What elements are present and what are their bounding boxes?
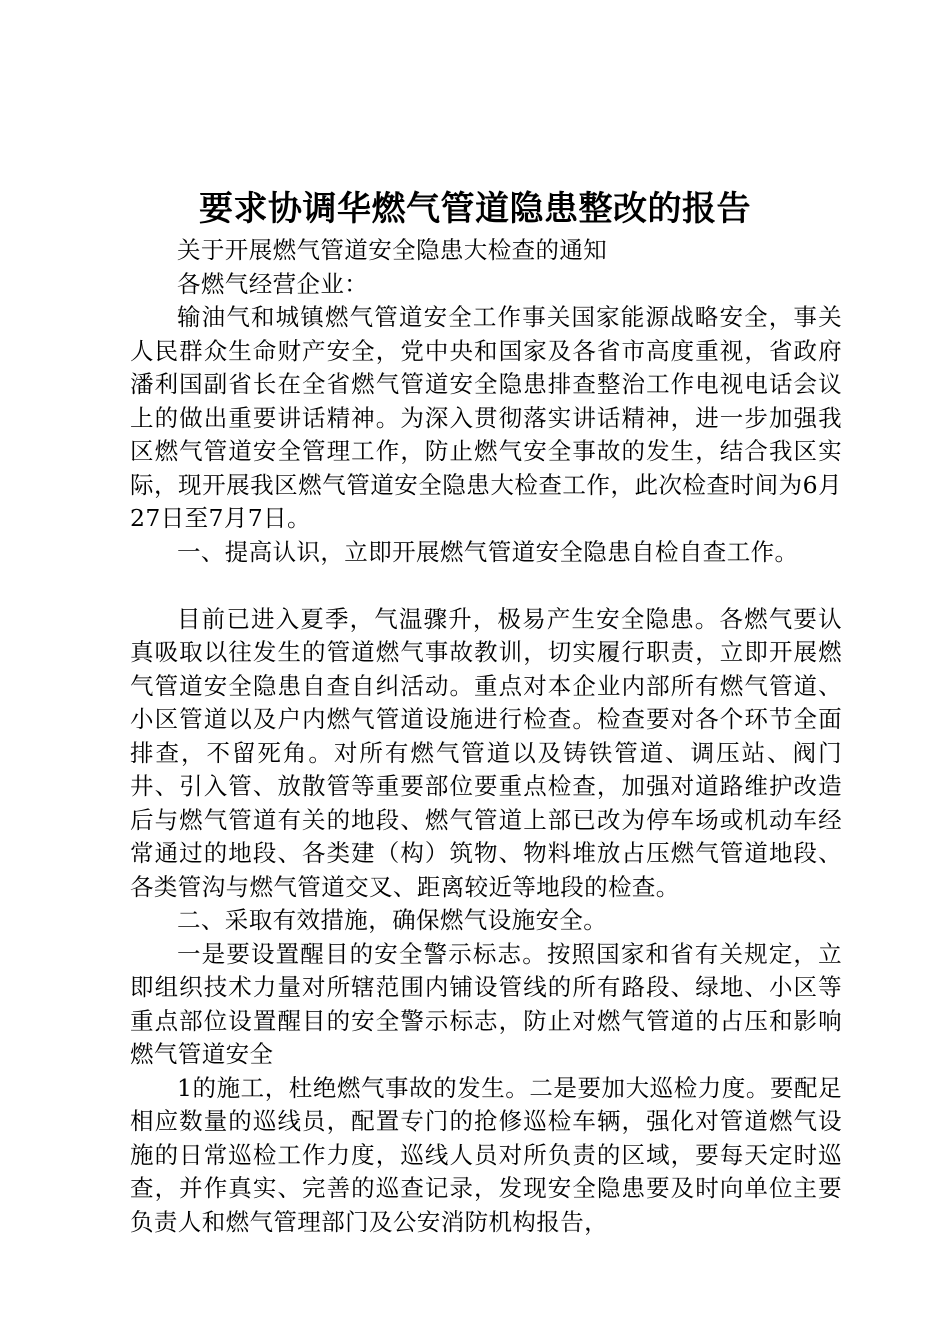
body-paragraph-inspection: 1的施工，杜绝燃气事故的发生。二是要加大巡检力度。要配足相应数量的巡线员，配置专门的抢修巡检车辆，强化对管道燃气设施的日常巡检工作力度，巡线人员对所负责的区域，要每天定时巡查，并作真实、完善的巡查记录，发现安全隐患要及时向单位主要负责人和燃气管理部门及公安消防机构报告， — [130, 1073, 842, 1236]
body-paragraph-self-check: 目前已进入夏季，气温骤升，极易产生安全隐患。各燃气要认真吸取以往发生的管道燃气事故教训，切实履行职责，立即开展燃气管道安全隐患自查自纠活动。重点对本企业内部所有燃气管道、小区管道以及户内燃气管道设施进行检查。检查要对各个环节全面排查，不留死角。对所有燃气管道以及铸铁管道、调压站、阀门井、引入管、放散管等重要部位要重点检查，加强对道路维护改造后与燃气管道有关的地段、燃气管道上部已改为停车场或机动车经常通过的地段、各类建（构）筑物、物料堆放占压燃气管道地段、各类管沟与燃气管道交叉、距离较近等地段的检查。 — [130, 604, 842, 901]
blank-line — [130, 569, 842, 603]
document-title: 要求协调华燃气管道隐患整改的报告 — [199, 189, 751, 229]
body-paragraph-intro: 输油气和城镇燃气管道安全工作事关国家能源战略安全，事关人民群众生命财产安全，党中央和国家及各省市高度重视，省政府潘利国副省长在全省燃气管道安全隐患排查整治工作电视电话会议上的做出重要讲话精神。为深入贯彻落实讲话精神，进一步加强我区燃气管道安全管理工作，防止燃气安全事故的发生，结合我区实际，现开展我区燃气管道安全隐患大检查工作，此次检查时间为6月27日至7月7日。 — [130, 303, 842, 532]
notice-heading: 关于开展燃气管道安全隐患大检查的通知 — [177, 236, 608, 264]
body-paragraph-warning-signs: 一是要设置醒目的安全警示标志。按照国家和省有关规定，立即组织技术力量对所辖范围内铺设管线的所有路段、绿地、小区等重点部位设置醒目的安全警示标志，防止对燃气管道的占压和影响燃气管道安全 — [130, 939, 842, 1068]
salutation: 各燃气经营企业： — [177, 269, 369, 298]
document-body — [130, 234, 842, 1239]
section-heading-2: 二、采取有效措施，确保燃气设施安全。 — [177, 906, 608, 934]
section-heading-1: 一、提高认识，立即开展燃气管道安全隐患自检自查工作。 — [177, 537, 799, 566]
